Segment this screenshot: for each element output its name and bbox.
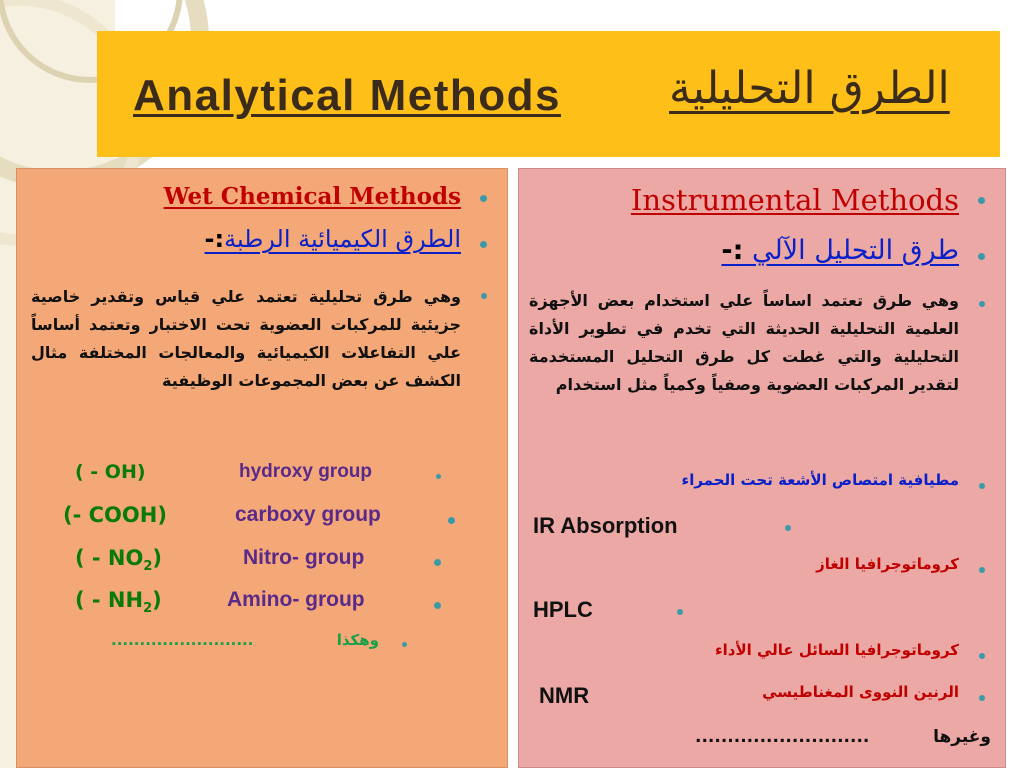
wet-methods-heading: Wet Chemical Methods [163, 183, 461, 210]
wet-methods-description: وهي طرق تحليلية تعتمد علي قياس وتقدير خاصية جزيئية للمركبات العضوية تحت الاختبار وتعتمد أساساً علي التفاعلات الكيميائية والمعالجات المختلفة مثال الكشف عن بعض المجموعات الوظيفية [31, 287, 461, 390]
instrumental-methods-description: وهي طرق تعتمد اساساً علي استخدام بعض الأجهزة العلمية التحليلية الحديثة التي تخدم في تطوير الأداة التحليلية والتي غطت كل طرق التحليل المستخدمة لتقدير المركبات العضوية وصفياً وكمياً مثل استخدام [529, 291, 959, 394]
bullet-icon [979, 567, 985, 573]
formula-subscript: 2 [143, 601, 153, 617]
wet-heading-ar-suffix: :- [204, 225, 225, 253]
hplc: HPLC [533, 597, 593, 622]
bullet-icon [434, 602, 441, 609]
bullet-icon [978, 253, 985, 260]
bullet-icon [434, 559, 441, 566]
group-formula: ( - OH) [75, 461, 146, 483]
bullet-icon [480, 195, 487, 202]
etc-arabic: وهكذا [336, 631, 379, 649]
nmr: NMR [539, 683, 590, 708]
group-name: carboxy group [235, 503, 381, 526]
bullet-icon [979, 695, 985, 701]
group-formula: (- COOH) [63, 503, 167, 527]
group-name: Nitro- group [243, 546, 365, 569]
ir-arabic: مطيافية امتصاص الأشعة تحت الحمراء [681, 471, 959, 489]
group-name: Amino- group [227, 588, 365, 611]
bullet-icon [979, 483, 985, 489]
title-banner [97, 31, 1000, 157]
title-english: Analytical Methods [133, 71, 561, 120]
instrumental-methods-panel [518, 168, 1006, 768]
etc-line [337, 631, 379, 649]
formula-part: ( - NO [75, 546, 144, 570]
bullet-icon [480, 241, 487, 248]
title-arabic: الطرق التحليلية [669, 63, 950, 114]
inst-heading-ar-suffix: :- [721, 235, 744, 266]
inst-heading-ar-text: طرق التحليل الآلي [752, 235, 959, 266]
formula-part: ) [152, 546, 163, 570]
instrumental-methods-heading: Instrumental Methods [630, 183, 959, 217]
formula-part: ( - NH [75, 588, 144, 612]
bullet-icon [436, 474, 441, 479]
etc-arabic-right: وغيرها [933, 727, 991, 747]
instrumental-methods-heading-arabic [721, 235, 959, 266]
bullet-icon [448, 517, 455, 524]
wet-heading-ar-text: الطرق الكيميائية الرطبة [224, 225, 461, 253]
bullet-icon [481, 293, 487, 299]
etc-dots-right: ........................... [695, 727, 870, 747]
hplc-arabic: كروماتوجرافيا السائل عالي الأداء [714, 641, 959, 659]
bullet-icon [978, 197, 985, 204]
bullet-icon [785, 525, 791, 531]
group-name: hydroxy group [239, 461, 373, 482]
bullet-icon [979, 301, 985, 307]
formula-subscript: 2 [143, 559, 153, 575]
group-formula [75, 588, 162, 616]
gc-arabic: كروماتوجرافيا الغاز [816, 555, 959, 573]
wet-methods-heading-arabic [205, 225, 461, 253]
bullet-icon [979, 653, 985, 659]
nmr-arabic: الرنين النووى المغناطيسي [762, 683, 959, 701]
formula-part: ) [152, 588, 162, 612]
etc-dots: ......................... [111, 631, 254, 649]
ir-absorption: IR Absorption [533, 513, 678, 538]
bullet-icon [677, 609, 683, 615]
bullet-icon [402, 642, 407, 647]
group-formula [75, 546, 162, 574]
wet-methods-panel [16, 168, 508, 768]
